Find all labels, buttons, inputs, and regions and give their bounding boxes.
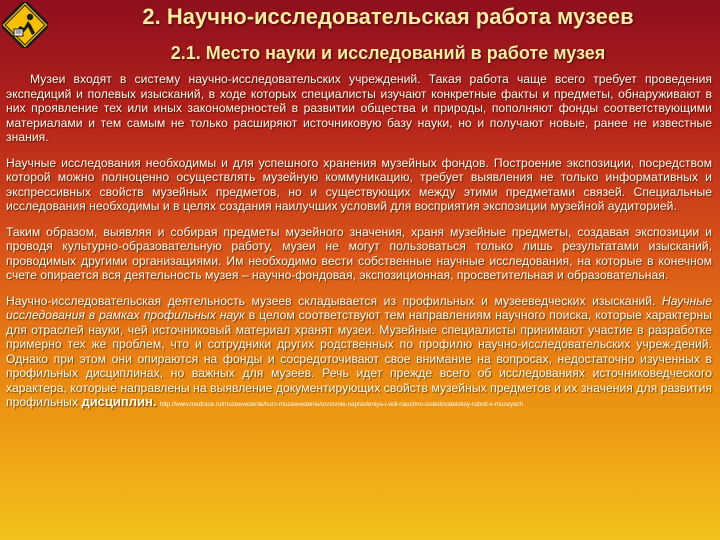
paragraph-4-start: Научно-исследовательская деятельность музеев складывается из профильных и музееведческих изысканий. — [6, 293, 662, 308]
paragraph-4-end: дисциплин. — [81, 394, 157, 409]
page-title: 2. Научно-исследовательская работа музеев — [142, 4, 634, 29]
paragraph-4 — [6, 294, 712, 413]
paragraph-3: Таким образом, выявляя и собирая предметы музейного значения, храня музейные предметы, создавая экспозиции и проводя культурно-образовательную работу, музеи не могут пользоваться только лишь результатами изысканий, проводимых другими организациями. Им необходимо вести собственные научные исследования, на которые в конечном счете опирается вся деятельность музея – научно-фондовая, экспозиционная, просветительная и образовательная. — [6, 224, 712, 282]
paragraph-4-italic: Научные исследования в рамках профильных наук — [6, 293, 712, 322]
museum-reader-logo-icon — [2, 2, 48, 48]
source-link[interactable]: http://www.medrace.ru/muzeevedenie/kurs-muzeevedenie/osnovnie-napravleniya-i-vidi-nauchno-issledovatelskoy-raboti-v-muzeyach — [159, 401, 523, 408]
text-body — [6, 72, 712, 413]
paragraph-4-rest: в целом соответствуют тем направлениям научного поиска, которые характерны для отраслей науки, чей источниковый материал хранят музеи. Музейные специалисты принимают участие в разработке примерно тех же проблем, что и сотрудники других родственных по профилю научно-исследовательских учреж-дений. Однако при этом они опираются на фонды и сосредоточивают свое внимание на вопросах, недостаточно изученных в профильных дисциплинах, но важных для музеев. Речь идет прежде всего об исследованиях источниковедческого характера, которые направлены на выявление документирующих свойств музейных предметов и их значения для развития профильных — [6, 308, 712, 409]
paragraph-2: Научные исследования необходимы и для успешного хранения музейных фондов. Построение экспозиции, посредством которой можно полноценно осуществлять музейную коммуникацию, требует выявления не только информативных и экспрессивных свойств музейных предметов, но и существующих между этими предметами связей. Специальные исследования необходимы и в целях создания наилучших условий для восприятия экспозиции музейной аудиторией. — [6, 155, 712, 213]
section-subtitle: 2.1. Место науки и исследований в работе музея — [170, 43, 606, 63]
paragraph-1: Музеи входят в систему научно-исследовательских учреждений. Такая работа чаще всего требует проведения экспедиций и полевых изысканий, в ходе которых специалисты изучают конкретные факты и предметы, обнаруживают в них проявление тех или иных закономерностей в развитии общества и природы, пополняют фонды соответствующими материалами и тем самым не только расширяют источниковую базу науки, но и получают новые, ранее не известные знания. — [6, 72, 712, 144]
